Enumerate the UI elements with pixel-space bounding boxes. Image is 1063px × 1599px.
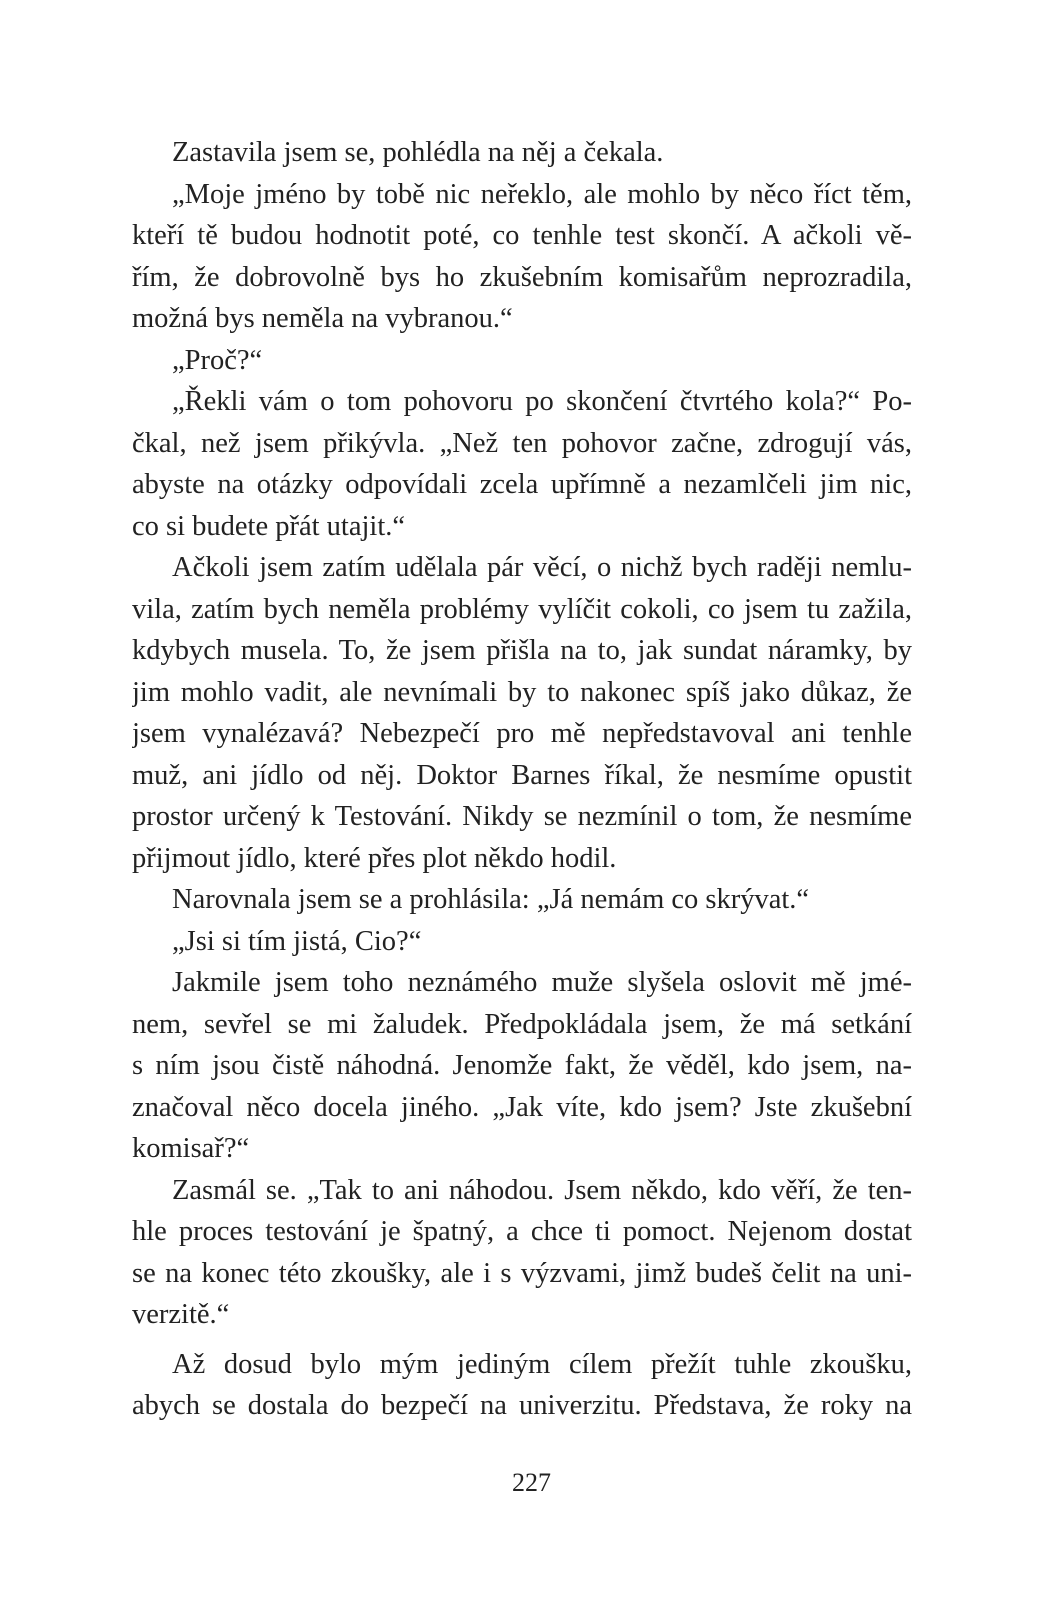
text-line: řím, že dobrovolně bys ho zkušebním komisařům neprozradila, bbox=[132, 261, 912, 293]
text-line: „Moje jméno by tobě nic neřeklo, ale mohlo by něco říct těm, bbox=[172, 178, 912, 210]
text-line: se na konec této zkoušky, ale i s výzvami, jimž budeš čelit na uni- bbox=[132, 1257, 912, 1289]
text-line: čkal, než jsem přikývla. „Než ten pohovor začne, zdrogují vás, bbox=[132, 427, 912, 459]
text-line: komisař?“ bbox=[132, 1133, 250, 1164]
text-line: „Jsi si tím jistá, Cio?“ bbox=[172, 925, 422, 957]
text-line: hle proces testování je špatný, a chce ti pomoct. Nejenom dostat bbox=[132, 1216, 912, 1247]
text-line: Jakmile jsem toho neznámého muže slyšela oslovit mě jmé- bbox=[172, 967, 912, 998]
text-line: kdybych musela. To, že jsem přišla na to, jak sundat náramky, by bbox=[132, 635, 912, 666]
text-line: muž, ani jídlo od něj. Doktor Barnes říkal, že nesmíme opustit bbox=[132, 759, 912, 791]
text-line: co si budete přát utajit.“ bbox=[132, 510, 406, 542]
text-line: abych se dostala do bezpečí na univerzitu. Představa, že roky na bbox=[132, 1390, 912, 1421]
text-line: Zastavila jsem se, pohlédla na něj a čekala. bbox=[172, 137, 664, 168]
text-line: prostor určený k Testování. Nikdy se nezmínil o tom, že nesmíme bbox=[132, 801, 912, 832]
paragraph-gap bbox=[132, 1336, 912, 1344]
text-line: Ačkoli jsem zatím udělala pár věcí, o nichž bych raději nemlu- bbox=[172, 552, 912, 583]
text-line: jsem vynalézavá? Nebezpečí pro mě nepředstavoval ani tenhle bbox=[132, 718, 912, 749]
text-line: s ním jsou čistě náhodná. Jenomže fakt, že věděl, kdo jsem, na- bbox=[132, 1050, 912, 1081]
text-line: vila, zatím bych neměla problémy vylíčit cokoli, co jsem tu zažila, bbox=[132, 593, 912, 625]
text-line: „Řekli vám o tom pohovoru po skončení čtvrtého kola?“ Po- bbox=[172, 386, 912, 417]
body-text bbox=[132, 132, 912, 1427]
text-line: nem, sevřel se mi žaludek. Předpokládala jsem, že má setkání bbox=[132, 1008, 912, 1040]
text-line: verzitě.“ bbox=[132, 1299, 230, 1330]
text-line: kteří tě budou hodnotit poté, co tenhle test skončí. A ačkoli vě- bbox=[132, 220, 912, 251]
text-line: přijmout jídlo, které přes plot někdo hodil. bbox=[132, 842, 617, 874]
text-line: Až dosud bylo mým jediným cílem přežít tuhle zkoušku, bbox=[172, 1348, 912, 1380]
text-line: jim mohlo vadit, ale nevnímali by to nakonec spíš jako důkaz, že bbox=[132, 676, 912, 708]
text-line: abyste na otázky odpovídali zcela upřímně a nezamlčeli jim nic, bbox=[132, 469, 912, 500]
text-line: Zasmál se. „Tak to ani náhodou. Jsem někdo, kdo věří, že ten- bbox=[172, 1174, 912, 1206]
text-line: „Proč?“ bbox=[172, 344, 263, 376]
text-line: možná bys neměla na vybranou.“ bbox=[132, 303, 513, 334]
text-line: Narovnala jsem se a prohlásila: „Já nemám co skrývat.“ bbox=[172, 884, 810, 915]
page-number: 227 bbox=[512, 1468, 551, 1497]
text-line: značoval něco docela jiného. „Jak víte, kdo jsem? Jste zkušební bbox=[132, 1091, 912, 1123]
